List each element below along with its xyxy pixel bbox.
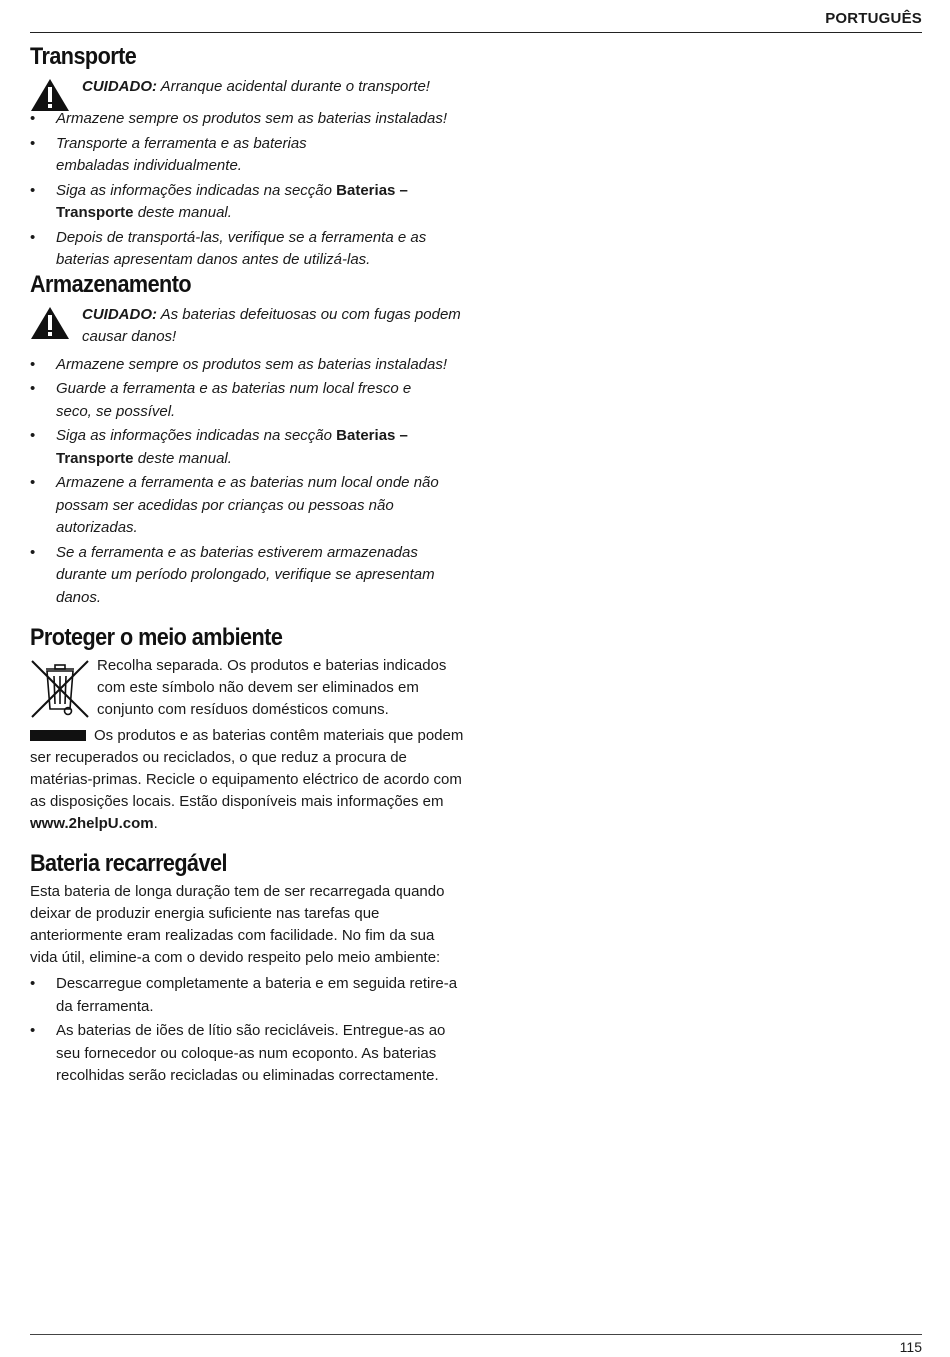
list-item: • Siga as informações indicadas na secção Baterias – Transporte deste manual. — [30, 180, 416, 225]
bullet-list-bateria — [30, 973, 470, 1088]
recycle-text: Recolha separada. Os produtos e baterias indicados com este símbolo não devem ser eliminados em conjunto com resíduos domésticos comuns. — [97, 657, 447, 718]
list-item: • Transporte a ferramenta e as baterias embaladas individualmente. — [30, 133, 336, 178]
caution-label: CUIDADO: — [82, 78, 157, 95]
battery-intro: Esta bateria de longa duração tem de ser recarregada quando deixar de produzir energia suficiente nas tarefas que anteriormente eram realizadas com facilidade. No fim da sua vida útil, elimine-a com o devido respeito pelo meio ambiente: — [30, 883, 445, 966]
list-item: • Armazene a ferramenta e as baterias num local onde não possam ser acedidas por crianças ou pessoas não autorizadas. — [30, 472, 470, 540]
section-title-armazenamento: Armazenamento — [30, 270, 192, 298]
header-language: PORTUGUÊS — [825, 10, 922, 27]
bullet-list-armazenamento — [30, 354, 470, 610]
list-item: • Depois de transportá-las, verifique se a ferramenta e as baterias apresentam danos antes de utilizá-las. — [30, 227, 436, 272]
list-item: • Se a ferramenta e as baterias estiverem armazenadas durante um período prolongado, verifique se apresentam danos. — [30, 542, 470, 610]
caution-text: As baterias defeituosas ou com fugas podem causar danos! — [82, 305, 461, 345]
footer-rule — [30, 1334, 922, 1335]
warning-triangle-icon — [30, 306, 70, 340]
section-armazenamento — [30, 268, 470, 610]
reference-bold: Baterias – Transporte — [56, 181, 408, 221]
header-rule — [30, 32, 922, 33]
website-link[interactable]: www.2helpU.com — [30, 815, 154, 832]
list-item: • Armazene sempre os produtos sem as baterias instaladas! — [30, 108, 470, 131]
list-item: • Siga as informações indicadas na secção Baterias – Transporte deste manual. — [30, 425, 416, 470]
warning-triangle-icon — [30, 78, 70, 112]
recycle-notice — [30, 655, 457, 721]
black-bar-icon — [30, 730, 86, 741]
page-content — [30, 40, 470, 1090]
section-transporte — [30, 40, 470, 272]
materials-paragraph: Os produtos e as baterias contêm materiais que podem ser recuperados ou reciclados, o que reduz a procura de matérias-primas. Recicle o equipamento eléctrico de acordo com as disposições locais. Estão disponíveis mais informações em www.2helpU.com. — [30, 727, 464, 832]
section-bateria — [30, 847, 470, 1088]
list-item: • Descarregue completamente a bateria e em seguida retire-a da ferramenta. — [30, 973, 470, 1018]
caution-armazenamento — [30, 304, 462, 348]
reference-bold: Baterias – Transporte — [56, 427, 408, 467]
list-item: • Armazene sempre os produtos sem as baterias instaladas! — [30, 354, 470, 377]
bullet-list-transporte — [30, 108, 470, 272]
page-number: 115 — [899, 1339, 922, 1355]
section-title-bateria: Bateria recarregável — [30, 850, 227, 877]
caution-text: Arranque acidental durante o transporte! — [157, 78, 430, 95]
section-title-ambiente: Proteger o meio ambiente — [30, 624, 283, 651]
caution-label: CUIDADO: — [82, 305, 157, 323]
list-item: • As baterias de iões de lítio são recicláveis. Entregue-as ao seu fornecedor ou coloque-as num ecoponto. As baterias recolhidas serão recicladas ou eliminadas correctamente. — [30, 1020, 456, 1088]
section-ambiente — [30, 621, 470, 835]
crossed-out-bin-icon — [30, 659, 90, 719]
list-item: • Guarde a ferramenta e as baterias num local fresco e seco, se possível. — [30, 378, 446, 423]
section-title-transporte: Transporte — [30, 43, 137, 70]
caution-transporte — [30, 76, 470, 98]
